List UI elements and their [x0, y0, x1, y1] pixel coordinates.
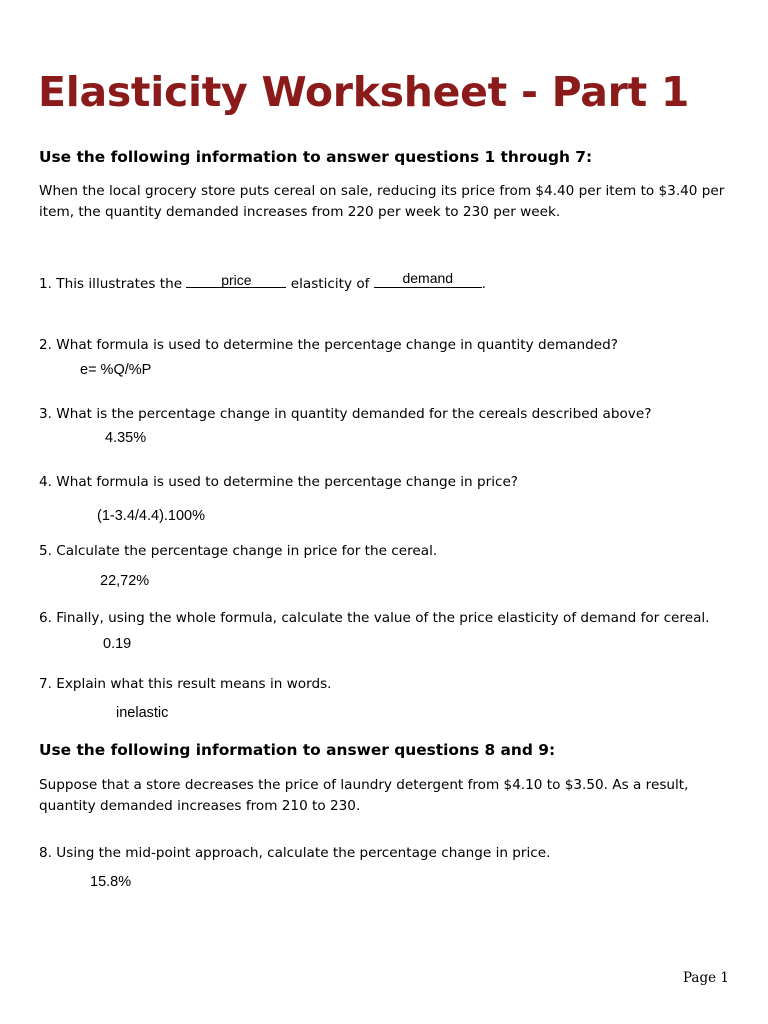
question-6: 6. Finally, using the whole formula, calculate the value of the price elasticity of demand for cereal.: [39, 610, 710, 626]
section2-heading: Use the following information to answer questions 8 and 9:: [39, 741, 556, 759]
answer-3: 4.35%: [105, 430, 147, 446]
question-3: 3. What is the percentage change in quantity demanded for the cereals described above?: [39, 406, 652, 422]
section1-heading: Use the following information to answer questions 1 through 7:: [39, 148, 593, 166]
question-1-suffix: .: [481, 276, 487, 292]
question-1: [39, 270, 487, 292]
question-2: 2. What formula is used to determine the percentage change in quantity demanded?: [39, 337, 618, 353]
answer-2: e= %Q/%P: [80, 362, 152, 378]
question-5: 5. Calculate the percentage change in price for the cereal.: [39, 543, 438, 559]
question-4: 4. What formula is used to determine the percentage change in price?: [39, 474, 519, 490]
page-title: Elasticity Worksheet - Part 1: [38, 68, 690, 116]
question-1-middle: elasticity of: [286, 276, 374, 292]
answer-5: 22,72%: [100, 573, 150, 589]
blank-1: [186, 273, 286, 288]
blank-2: [374, 270, 482, 288]
blank-1-answer: price: [221, 272, 252, 288]
answer-7: inelastic: [116, 705, 169, 721]
question-7: 7. Explain what this result means in words.: [39, 676, 332, 692]
blank-2-answer: demand: [402, 270, 454, 286]
answer-4: (1-3.4/4.4).100%: [97, 508, 206, 524]
question-8: 8. Using the mid-point approach, calculate the percentage change in price.: [39, 845, 551, 861]
question-1-prefix: 1. This illustrates the: [39, 276, 187, 292]
answer-6: 0.19: [103, 636, 132, 652]
section1-paragraph: When the local grocery store puts cereal on sale, reducing its price from $4.40 per item to $3.40 per item, the quantity demanded increases from 220 per week to 230 per week.: [39, 183, 725, 220]
page-number: Page 1: [682, 970, 729, 986]
answer-8: 15.8%: [90, 874, 132, 890]
section2-paragraph: Suppose that a store decreases the price of laundry detergent from $4.10 to $3.50. As a result, quantity demanded increases from 210 to 230.: [39, 777, 689, 814]
